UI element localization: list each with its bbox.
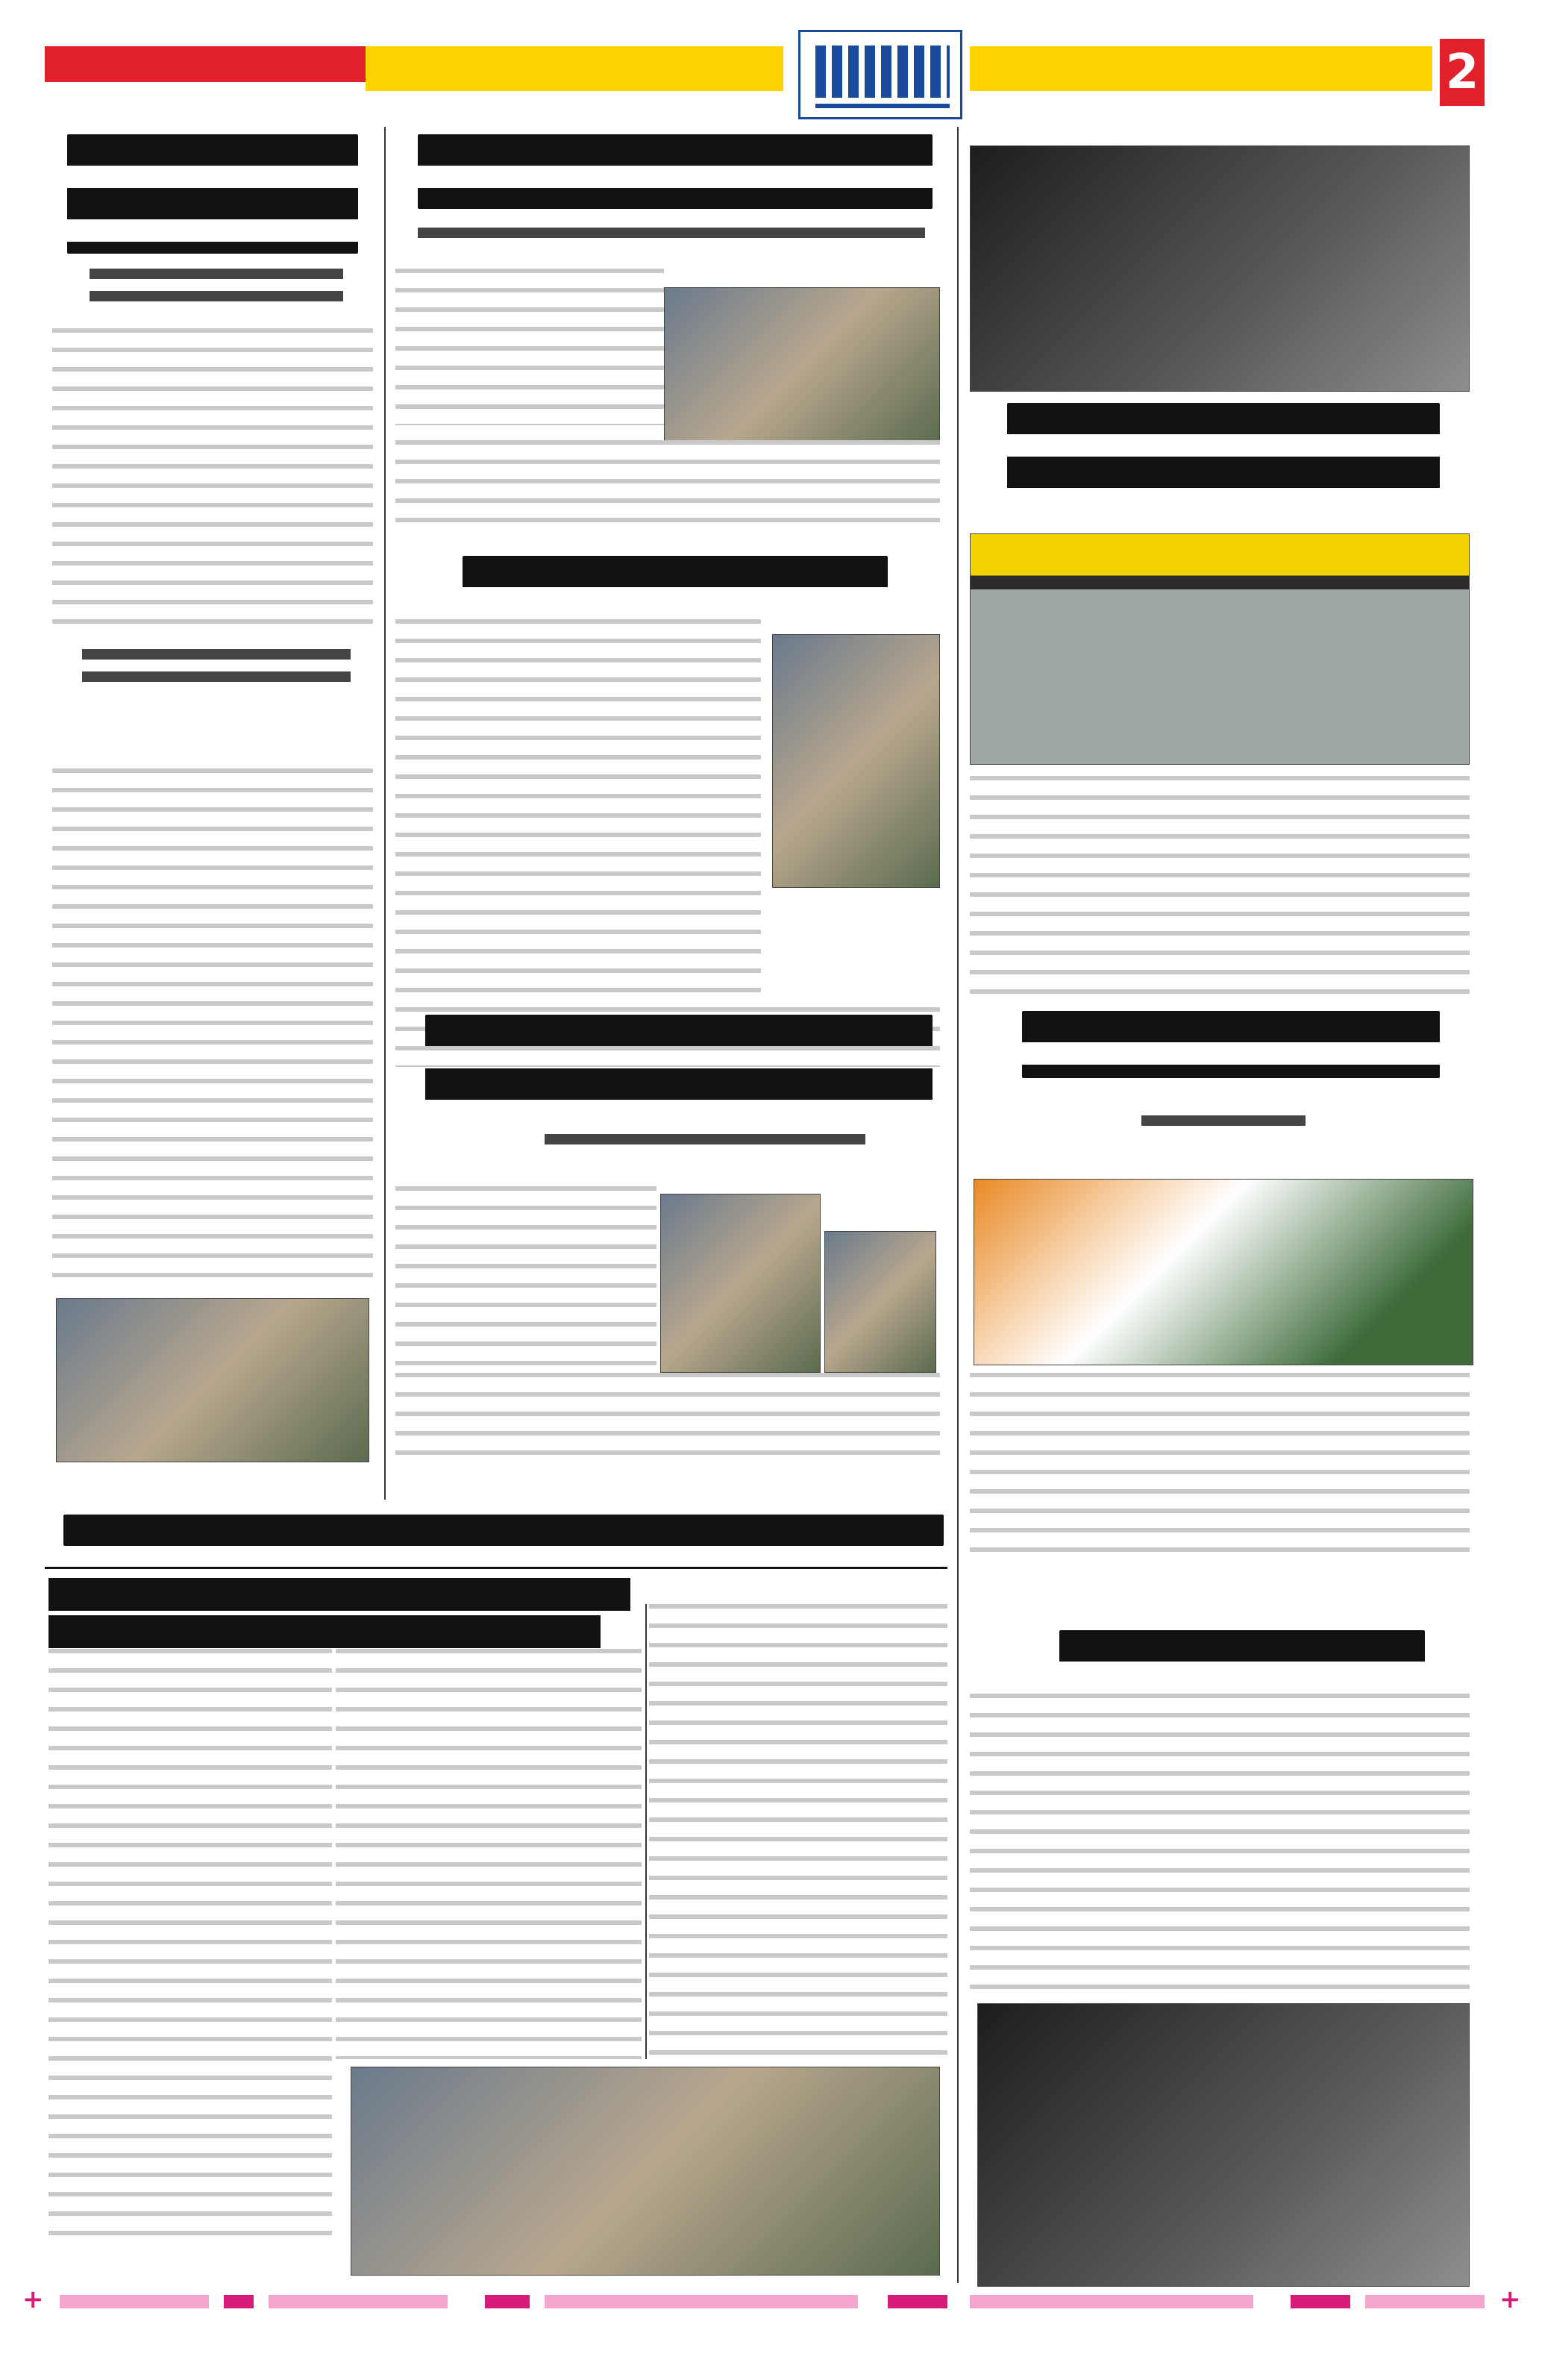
date-banner — [45, 46, 366, 82]
article-body-mid-3 — [395, 1186, 656, 1365]
article-body-mid-3b — [395, 1373, 940, 1470]
subhead-left-2 — [82, 649, 351, 694]
photo-gym-group — [970, 145, 1470, 392]
column-rule-2 — [957, 127, 959, 2283]
blackbar-subhead-2 — [48, 1615, 601, 1648]
headline-full-width — [63, 1515, 944, 1546]
article-body-right-1 — [970, 776, 1470, 1000]
article-body-bottom-mid — [336, 1649, 642, 2059]
headline-mid-1 — [418, 134, 933, 209]
column-rule-1 — [384, 127, 386, 1500]
subhead-right-2 — [1141, 1115, 1306, 1138]
article-body-left-2 — [52, 768, 373, 1291]
article-body-right-2 — [970, 1373, 1470, 1567]
photo-press-meet — [351, 2067, 940, 2276]
article-body-left-1 — [52, 328, 373, 627]
photo-statue-garland — [977, 2003, 1470, 2287]
headline-right-3 — [1059, 1630, 1425, 1667]
article-body-right-3 — [970, 1694, 1470, 1992]
header-band-left — [366, 46, 783, 91]
photo-hospital-event — [56, 1298, 369, 1462]
headline-mid-2 — [463, 556, 888, 601]
article-body-mid-1b — [395, 440, 940, 530]
logo-mark — [815, 46, 950, 98]
logo-underline — [815, 104, 950, 108]
photo-ribbon-cutting — [970, 533, 1470, 765]
column-rule-3 — [645, 1604, 647, 2059]
header-band-right — [970, 46, 1432, 91]
headline-right-2 — [1022, 1011, 1440, 1078]
masthead-logo — [798, 30, 962, 119]
plus-icon: + — [1499, 2285, 1521, 2314]
subhead-left-1 — [90, 269, 343, 306]
subhead-mid-1 — [418, 228, 925, 250]
photo-drilling-rig — [772, 634, 940, 888]
subhead-mid-3 — [545, 1134, 865, 1156]
plus-icon: + — [22, 2285, 44, 2314]
divider-full-width — [45, 1567, 947, 1569]
footer-decoration — [0, 2285, 1542, 2314]
headline-mid-3 — [425, 1015, 933, 1112]
article-body-mid-1 — [395, 269, 664, 425]
headline-right-1 — [1007, 403, 1440, 500]
article-body-bottom-left — [48, 1649, 332, 2246]
photo-felicitation-group — [974, 1179, 1473, 1365]
page-number: 2 — [1440, 39, 1485, 106]
headline-left-1 — [67, 134, 358, 254]
photo-office-meeting — [664, 287, 940, 444]
photo-portrait-male — [660, 1194, 821, 1373]
article-body-mid-2 — [395, 619, 761, 1007]
blackbar-subhead-1 — [48, 1578, 630, 1611]
article-body-bottom-mid2 — [649, 1604, 947, 2059]
photo-portrait-female — [824, 1231, 936, 1373]
